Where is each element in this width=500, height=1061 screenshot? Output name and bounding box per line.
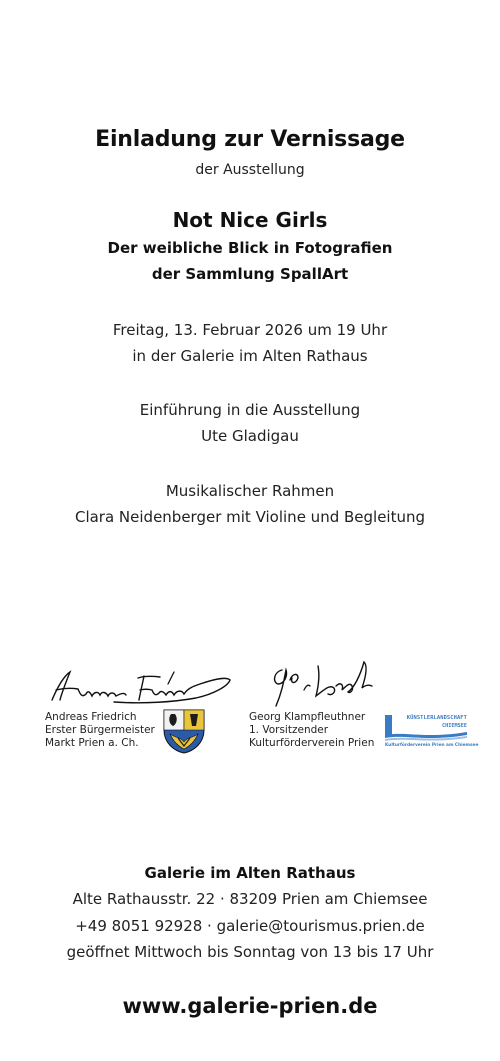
gallery-address: Alte Rathausstr. 22 · 83209 Prien am Chiemsee: [72, 890, 428, 908]
music-performer: Clara Neidenberger mit Violine und Begleitung: [74, 508, 426, 526]
introduction-label: Einführung in die Ausstellung: [139, 401, 361, 419]
introduction-speaker: Ute Gladigau: [201, 427, 299, 445]
signature-andreas-friedrich: [44, 662, 234, 708]
gallery-opening-hours: geöffnet Mittwoch bis Sonntag von 13 bis 17 Uhr: [66, 943, 434, 961]
exhibition-tagline-2: der Sammlung SpallArt: [151, 265, 349, 283]
invitation-title: Einladung zur Vernissage: [95, 127, 405, 152]
signatory-1-name: Andreas Friedrich: [45, 711, 137, 723]
exhibition-tagline-1: Der weibliche Blick in Fotografien: [107, 239, 393, 257]
logo-line-3: Kulturförderverein Prien am Chiemsee: [385, 743, 479, 748]
website-link[interactable]: www.galerie-prien.de: [122, 994, 378, 1018]
signatory-1-org: Markt Prien a. Ch.: [45, 737, 139, 749]
signatory-1-block: [45, 711, 155, 750]
event-venue: in der Galerie im Alten Rathaus: [132, 347, 368, 365]
gallery-phone-email: +49 8051 92928 · galerie@tourismus.prien.de: [75, 917, 425, 935]
signatory-1-role: Erster Bürgermeister: [45, 724, 155, 736]
exhibition-title: Not Nice Girls: [172, 208, 328, 232]
invitation-subtitle: der Ausstellung: [195, 162, 305, 178]
signatory-2-block: [249, 711, 374, 750]
signatory-2-name: Georg Klampfleuthner: [249, 711, 366, 723]
signatory-2-org: Kulturförderverein Prien: [249, 737, 375, 749]
gallery-name: Galerie im Alten Rathaus: [144, 864, 356, 882]
event-date: Freitag, 13. Februar 2026 um 19 Uhr: [112, 321, 388, 339]
music-label: Musikalischer Rahmen: [165, 482, 335, 500]
signature-georg-klampfleuthner: [264, 656, 374, 712]
logo-line-2: CHIEMSEE: [442, 723, 467, 729]
logo-line-1: KÜNSTLERLANDSCHAFT: [406, 715, 467, 721]
signatory-2-role: 1. Vorsitzender: [249, 724, 329, 736]
kuenstlerlandschaft-logo: [385, 714, 479, 750]
coat-of-arms-icon: [162, 708, 206, 754]
